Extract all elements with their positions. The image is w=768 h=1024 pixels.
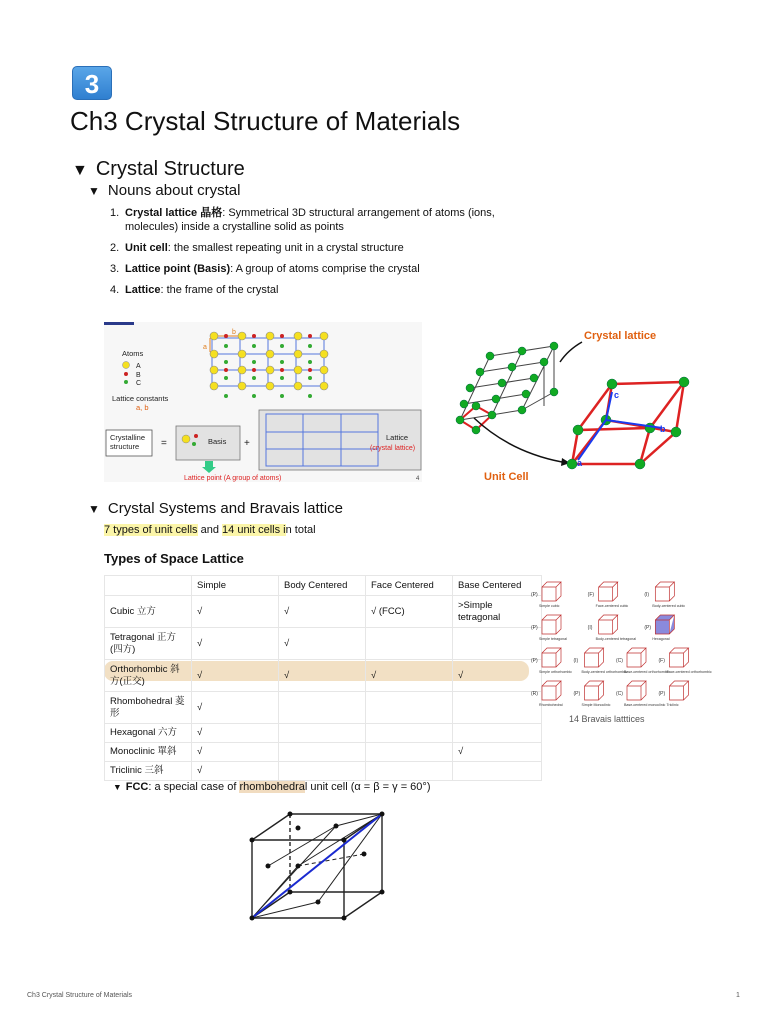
svg-text:Atoms: Atoms [122,349,144,358]
svg-text:Triclinic: Triclinic [666,703,679,707]
list-item: 1. Crystal lattice 晶格: Symmetrical 3D structural arrangement of atoms (ions, molecules) inside a crystalline solid as points [110,207,495,233]
svg-text:Hexagonal: Hexagonal [652,637,670,641]
list-item: 3. Lattice point (Basis): A group of atoms comprise the crystal [110,263,420,275]
table-row: Monoclinic 單斜 √ √ [105,743,542,762]
svg-text:(P): (P) [573,691,581,697]
svg-text:Body-centered orthorhombic: Body-centered orthorhombic [581,670,627,674]
svg-text:a: a [203,344,207,351]
nouns-list [110,206,510,304]
bravais-cells [531,582,712,707]
bravais-cell [531,681,563,707]
types-summary: 7 types of unit cells and 14 unit cells in total [104,524,316,536]
toggle-nouns-about-crystal[interactable] [88,182,240,199]
bravais-cell [588,582,629,608]
svg-text:Rhombohedral: Rhombohedral [539,703,563,707]
bravais-cell [644,615,674,641]
svg-text:b: b [660,424,666,434]
table-row: Tetragonal 正方 (四方) √ √ [105,628,542,660]
svg-text:(F): (F) [587,592,595,598]
svg-text:Simple tetragonal: Simple tetragonal [539,637,567,641]
fcc-rhombohedral-figure [244,810,388,924]
crystal-lattice-unit-cell-figure [450,322,700,490]
triangle-down-icon: ▼ [72,162,88,179]
bravais-cell [574,681,611,707]
svg-text:(I): (I) [587,625,593,631]
table-row: Triclinic 三斜 √ [105,762,542,781]
svg-text:A: A [136,363,141,370]
svg-text:c: c [614,390,620,400]
svg-text:structure: structure [110,442,140,451]
svg-text:(I): (I) [644,592,650,598]
table-row: Rhombohedral 菱形 √ [105,692,542,724]
svg-text:Basis: Basis [208,437,227,446]
svg-text:Lattice: Lattice [386,433,409,442]
bravais-cell [531,582,561,608]
svg-text:Face-centered cubic: Face-centered cubic [595,604,629,608]
crystal-basis-lattice-figure [104,322,422,482]
triangle-down-icon: ▼ [113,782,122,792]
page-number: 1 [736,992,740,999]
svg-text:Body-centered tetragonal: Body-centered tetragonal [595,637,637,641]
svg-text:Simple Monoclinic: Simple Monoclinic [581,703,611,707]
bravais-cell [588,615,637,641]
svg-text:Body-centered cubic: Body-centered cubic [652,604,686,608]
svg-text:(C): (C) [616,658,623,664]
svg-text:Base-centered orthorhombic: Base-centered orthorhombic [624,670,670,674]
svg-text:Lattice point (A group of atom: Lattice point (A group of atoms) [184,475,282,482]
space-lattice-table [104,575,542,781]
triangle-down-icon: ▼ [88,502,100,516]
heading-nouns: Nouns about crystal [107,182,241,199]
svg-text:a: a [577,458,583,468]
list-item: 2. Unit cell: the smallest repeating unit in a crystal structure [110,242,404,254]
svg-text:Simple cubic: Simple cubic [539,604,560,608]
table-row: Cubic 立方 √ √ √ (FCC) >Simple tetragonal [105,596,542,628]
toggle-crystal-systems[interactable] [88,500,343,517]
svg-text:Face-centered orthorhombic: Face-centered orthorhombic [666,670,712,674]
bravais-cell [644,582,685,608]
svg-text:Unit Cell: Unit Cell [484,471,529,483]
svg-text:+: + [244,438,250,449]
svg-text:Crystalline: Crystalline [110,433,146,442]
svg-text:(C): (C) [616,691,623,697]
svg-text:(R): (R) [531,691,538,697]
bravais-cell [531,615,567,641]
svg-text:Crystal lattice: Crystal lattice [584,330,657,342]
table-title: Types of Space Lattice [104,551,244,566]
bravais-cell [659,648,712,674]
svg-text:(crystal lattice): (crystal lattice) [370,445,416,452]
svg-text:(F): (F) [658,658,665,664]
svg-text:Simple orthorhombic: Simple orthorhombic [539,670,572,674]
triangle-down-icon: ▼ [88,184,100,198]
list-item: 4. Lattice: the frame of the crystal [110,284,279,296]
bravais-caption: 14 Bravais latttices [569,714,645,724]
svg-text:=: = [161,438,167,449]
heading-crystal-systems: Crystal Systems and Bravais lattice [107,500,343,517]
keycap-3-icon: 3 [72,66,112,100]
table-row: Hexagonal 六方 √ [105,724,542,743]
heading-crystal-structure: Crystal Structure [95,158,245,180]
bravais-lattices-figure [530,578,712,710]
svg-text:(P): (P) [658,691,666,697]
svg-text:C: C [136,380,142,387]
svg-text:(P): (P) [531,658,538,664]
table-header-row: Simple Body Centered Face Centered Base Centered [105,576,542,596]
svg-text:Lattice constants: Lattice constants [112,394,169,403]
svg-text:(I): (I) [573,658,579,664]
footer-title: Ch3 Crystal Structure of Materials [27,992,133,999]
bravais-cell [531,648,572,674]
table-row: Orthorhombic 斜方(正交) √ √ √ √ [105,660,542,692]
svg-text:B: B [136,372,141,379]
svg-text:(P): (P) [644,625,652,631]
toggle-crystal-structure[interactable] [72,158,245,181]
svg-text:(P): (P) [531,592,538,598]
svg-text:(P): (P) [531,625,538,631]
svg-text:Base-centered monoclinic: Base-centered monoclinic [624,703,666,707]
svg-text:b: b [232,329,236,336]
svg-text:4: 4 [416,476,420,482]
toggle-fcc-note[interactable]: ▼ FCC: a special case of rhombohedral unit cell (α = β = γ = 60°) [113,781,431,793]
page-title: Ch3 Crystal Structure of Materials [70,106,461,136]
svg-text:a, b: a, b [136,403,149,412]
